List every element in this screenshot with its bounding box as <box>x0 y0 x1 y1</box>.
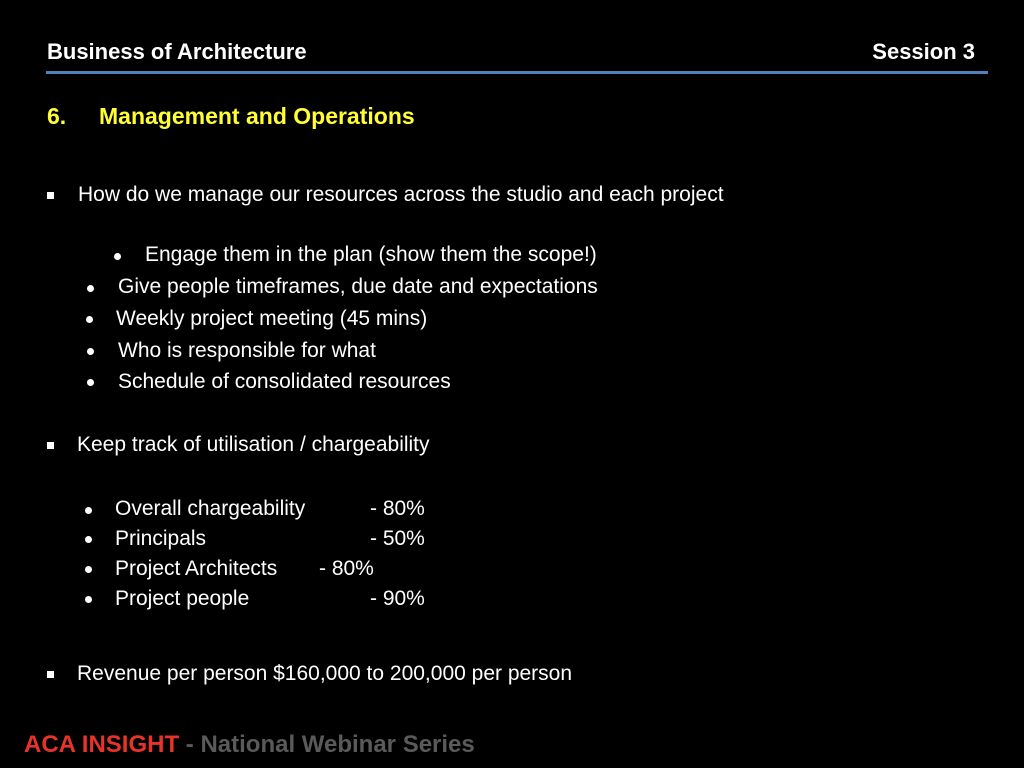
round-bullet-icon <box>85 596 92 603</box>
resource-item: Who is responsible for what <box>118 339 376 362</box>
round-bullet-icon <box>87 348 94 355</box>
round-bullet-icon <box>86 316 93 323</box>
square-bullet-icon <box>47 192 54 199</box>
chargeability-value: - 80% <box>370 497 425 520</box>
resource-item: Give people timeframes, due date and expectations <box>118 275 598 298</box>
bullet-utilisation: Keep track of utilisation / chargeability <box>77 433 430 456</box>
footer-brand: ACA INSIGHT <box>24 731 180 758</box>
resource-item: Schedule of consolidated resources <box>118 370 451 393</box>
bullet-revenue: Revenue per person $160,000 to 200,000 per person <box>77 662 573 685</box>
round-bullet-icon <box>85 566 92 573</box>
round-bullet-icon <box>85 536 92 543</box>
header-divider <box>46 71 988 74</box>
section-title: Management and Operations <box>99 103 415 129</box>
bullet-resources: How do we manage our resources across the studio and each project <box>78 183 724 206</box>
square-bullet-icon <box>47 442 54 449</box>
chargeability-label: Principals <box>115 527 207 550</box>
footer-logo <box>24 731 475 759</box>
chargeability-value: - 80% <box>319 557 374 580</box>
chargeability-value: - 90% <box>370 587 425 610</box>
section-number: 6. <box>47 103 67 129</box>
resource-item: Engage them in the plan (show them the scope!) <box>145 243 597 266</box>
round-bullet-icon <box>87 379 94 386</box>
chargeability-value: - 50% <box>370 527 425 550</box>
resource-item: Weekly project meeting (45 mins) <box>116 307 428 330</box>
chargeability-label: Overall chargeability <box>115 497 306 520</box>
footer-series: - National Webinar Series <box>179 731 475 758</box>
slide-header-title: Business of Architecture <box>47 39 307 64</box>
square-bullet-icon <box>47 671 54 678</box>
round-bullet-icon <box>87 285 94 292</box>
chargeability-label: Project Architects <box>115 557 278 580</box>
section-heading <box>47 103 415 130</box>
chargeability-label: Project people <box>115 587 250 610</box>
round-bullet-icon <box>85 507 92 514</box>
round-bullet-icon <box>114 253 121 260</box>
slide-session-label: Session 3 <box>872 39 975 64</box>
